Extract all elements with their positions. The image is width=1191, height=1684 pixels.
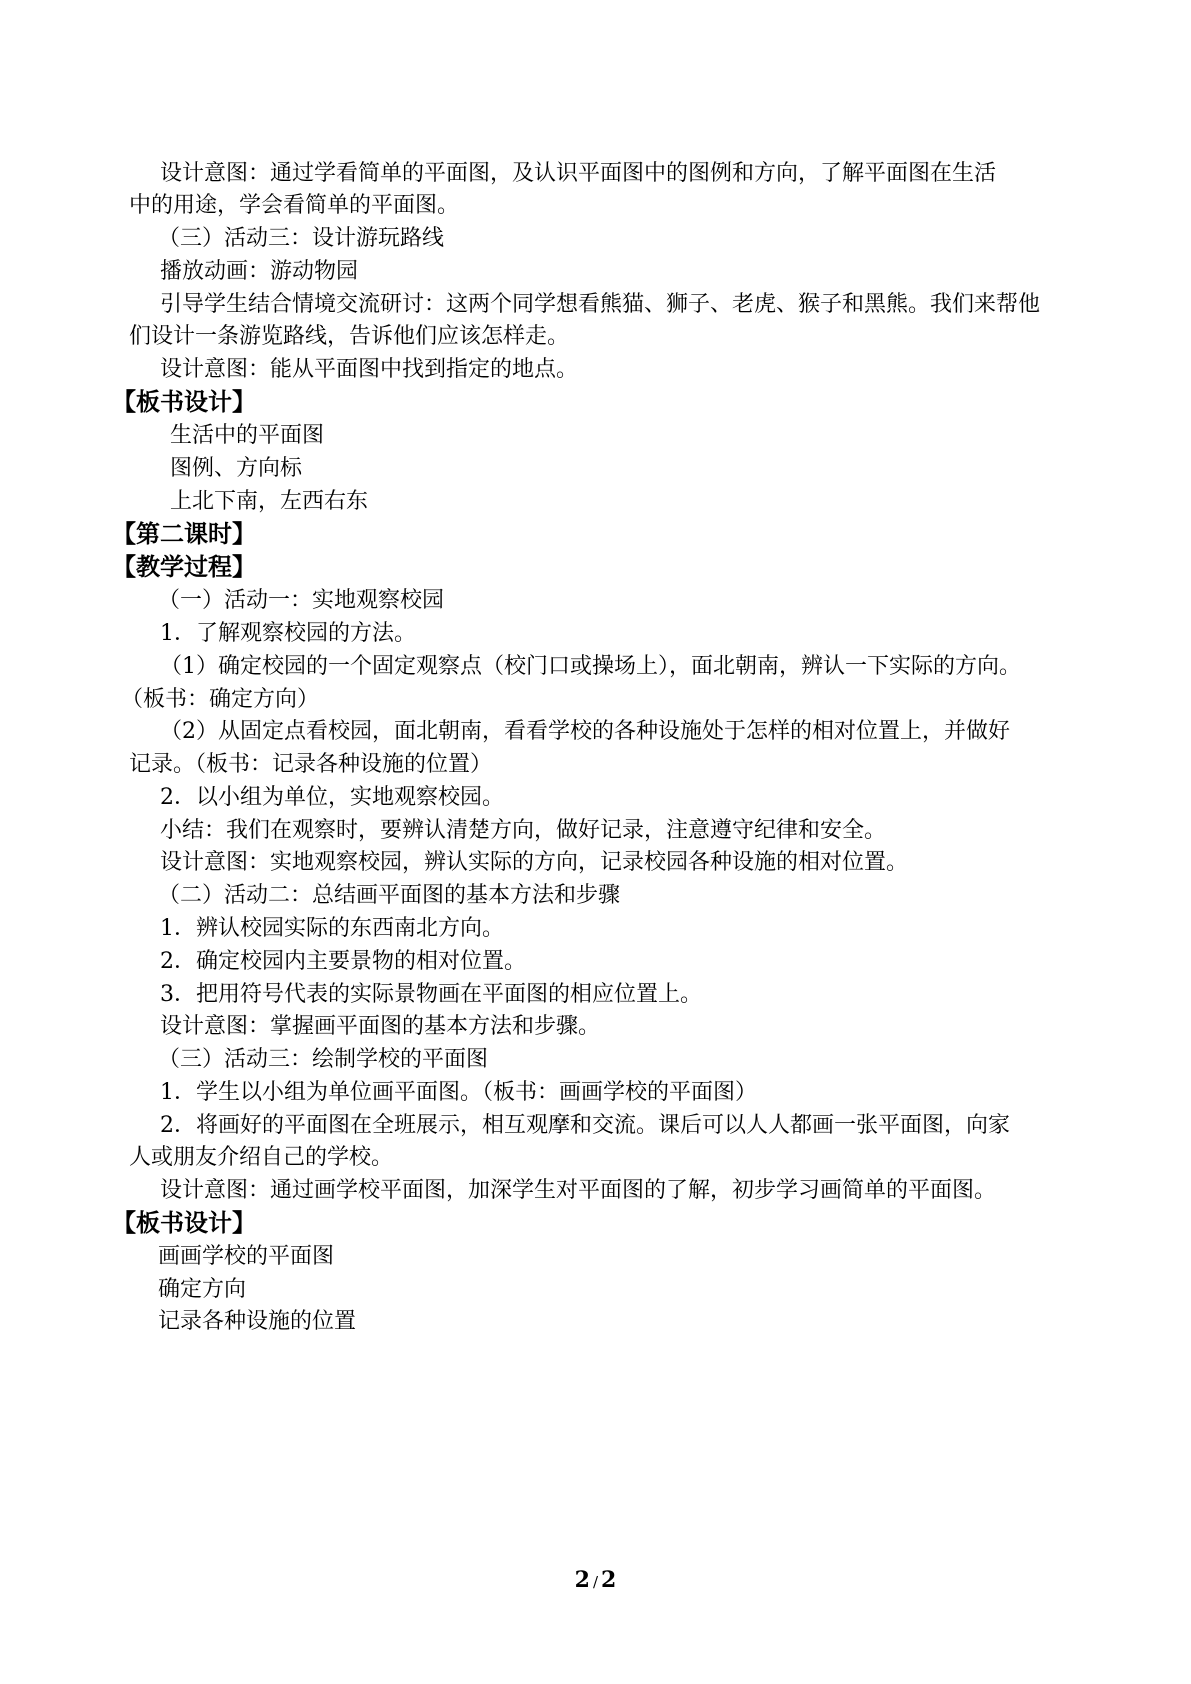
text-line: 记录。（板书：记录各种设施的位置） — [129, 752, 493, 777]
section-heading: 【板书设计】 — [112, 387, 256, 416]
text-line: 1．学生以小组为单位画平面图。（板书：画画学校的平面图） — [160, 1080, 757, 1105]
text-line: （二）活动二：总结画平面图的基本方法和步骤 — [158, 883, 621, 908]
text-line: （板书：确定方向） — [121, 687, 320, 712]
text-line: （三）活动三：设计游玩路线 — [158, 226, 445, 251]
text-line: （三）活动三：绘制学校的平面图 — [158, 1047, 489, 1072]
text-line: 设计意图：掌握画平面图的基本方法和步骤。 — [160, 1014, 601, 1039]
text-line: 2．将画好的平面图在全班展示，相互观摩和交流。课后可以人人都画一张平面图，向家 — [160, 1113, 1010, 1138]
text-line: 1．了解观察校园的方法。 — [160, 621, 416, 646]
total-pages-number: 2 — [601, 1567, 617, 1593]
text-line: 设计意图：通过画学校平面图，加深学生对平面图的了解，初步学习画简单的平面图。 — [160, 1178, 997, 1203]
board-text-line: 图例、方向标 — [170, 456, 303, 481]
section-heading: 【板书设计】 — [112, 1208, 256, 1237]
text-line: 中的用途，学会看简单的平面图。 — [129, 193, 460, 218]
section-heading: 【第二课时】 — [112, 519, 256, 548]
board-text-line: 记录各种设施的位置 — [158, 1309, 357, 1334]
text-line: 3．把用符号代表的实际景物画在平面图的相应位置上。 — [160, 982, 702, 1007]
text-line: 小结：我们在观察时，要辨认清楚方向，做好记录，注意遵守纪律和安全。 — [160, 818, 887, 843]
text-line: 设计意图：通过学看简单的平面图，及认识平面图中的图例和方向，了解平面图在生活 — [160, 161, 997, 186]
text-line: 人或朋友介绍自己的学校。 — [129, 1145, 394, 1170]
text-line: 设计意图：能从平面图中找到指定的地点。 — [160, 357, 579, 382]
text-line: （2）从固定点看校园，面北朝南，看看学校的各种设施处于怎样的相对位置上，并做好 — [160, 719, 1010, 744]
text-line: 们设计一条游览路线，告诉他们应该怎样走。 — [129, 324, 570, 349]
text-line: 2．以小组为单位，实地观察校园。 — [160, 785, 504, 810]
page-number — [0, 1566, 1191, 1596]
text-line: 1．辨认校园实际的东西南北方向。 — [160, 916, 504, 941]
board-text-line: 生活中的平面图 — [170, 423, 325, 448]
board-text-line: 上北下南，左西右东 — [170, 489, 369, 514]
text-line: 引导学生结合情境交流研讨：这两个同学想看熊猫、狮子、老虎、猴子和黑熊。我们来帮他 — [160, 292, 1041, 317]
text-line: 2．确定校园内主要景物的相对位置。 — [160, 949, 526, 974]
page-separator: / — [592, 1573, 599, 1591]
board-text-line: 画画学校的平面图 — [158, 1244, 335, 1269]
current-page-number: 2 — [574, 1567, 590, 1593]
section-heading: 【教学过程】 — [112, 552, 256, 581]
text-line: （1）确定校园的一个固定观察点（校门口或操场上），面北朝南，辨认一下实际的方向。 — [160, 654, 1022, 679]
board-text-line: 确定方向 — [158, 1277, 247, 1302]
text-line: 设计意图：实地观察校园，辨认实际的方向，记录校园各种设施的相对位置。 — [160, 850, 909, 875]
text-line: 播放动画：游动物园 — [160, 259, 359, 284]
text-line: （一）活动一：实地观察校园 — [158, 588, 445, 613]
